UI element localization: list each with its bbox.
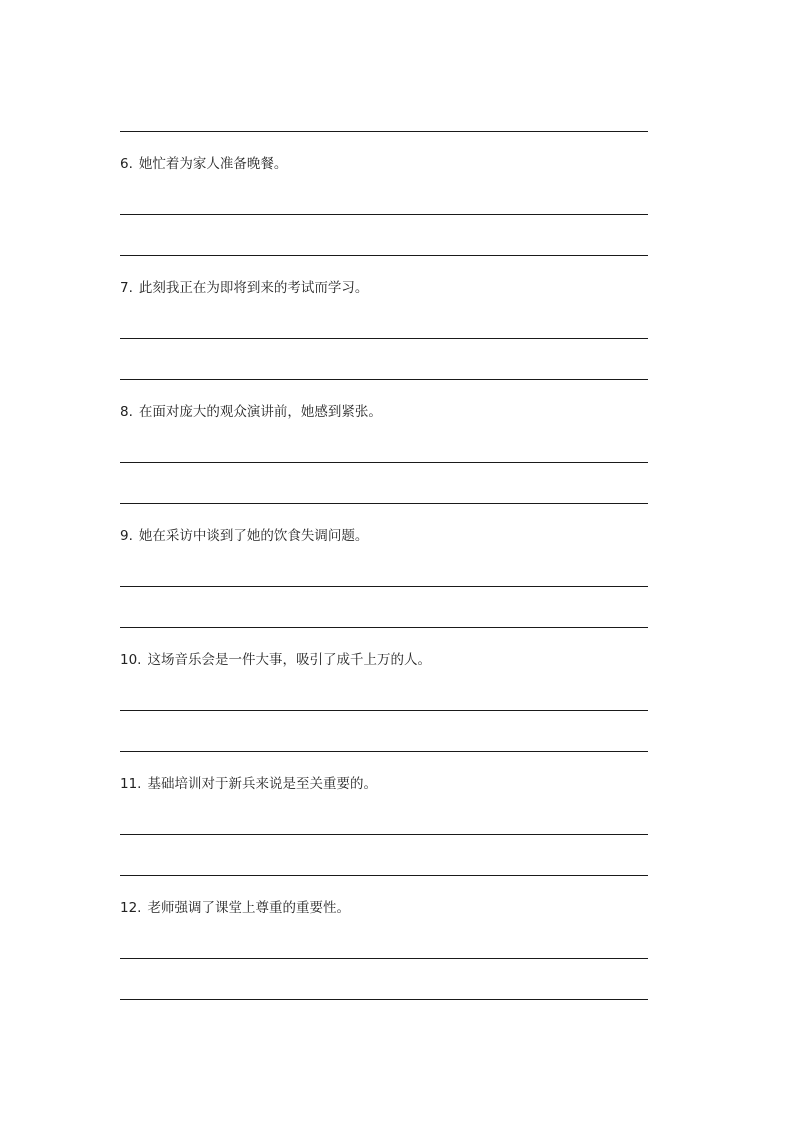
question-number: 7. [120,280,133,296]
question-11 [120,775,377,793]
answer-line [120,379,648,380]
question-text: 老师强调了课堂上尊重的重要性。 [147,900,350,916]
question-text: 她忙着为家人准备晚餐。 [138,156,288,172]
question-text: 在面对庞大的观众演讲前，她感到紧张。 [138,404,382,420]
answer-line [120,586,648,587]
question-12 [120,899,350,917]
answer-line [120,338,648,339]
question-number: 8. [120,404,133,420]
answer-line [120,503,648,504]
question-number: 10. [120,652,142,668]
answer-line [120,999,648,1000]
question-text: 此刻我正在为即将到来的考试而学习。 [138,280,369,296]
question-text: 基础培训对于新兵来说是至关重要的。 [147,776,377,792]
answer-line [120,751,648,752]
question-text: 她在采访中谈到了她的饮食失调问题。 [138,528,369,544]
answer-line [120,958,648,959]
question-text: 这场音乐会是一件大事，吸引了成千上万的人。 [147,652,431,668]
answer-line [120,875,648,876]
answer-line [120,834,648,835]
question-10 [120,651,431,669]
answer-line [120,710,648,711]
question-7 [120,279,368,297]
question-number: 9. [120,528,133,544]
question-6 [120,155,287,173]
answer-line [120,462,648,463]
answer-line [120,214,648,215]
question-number: 11. [120,776,142,792]
question-9 [120,527,368,545]
answer-line [120,131,648,132]
question-number: 6. [120,156,133,172]
question-8 [120,403,382,421]
answer-line [120,627,648,628]
answer-line [120,255,648,256]
question-number: 12. [120,900,142,916]
